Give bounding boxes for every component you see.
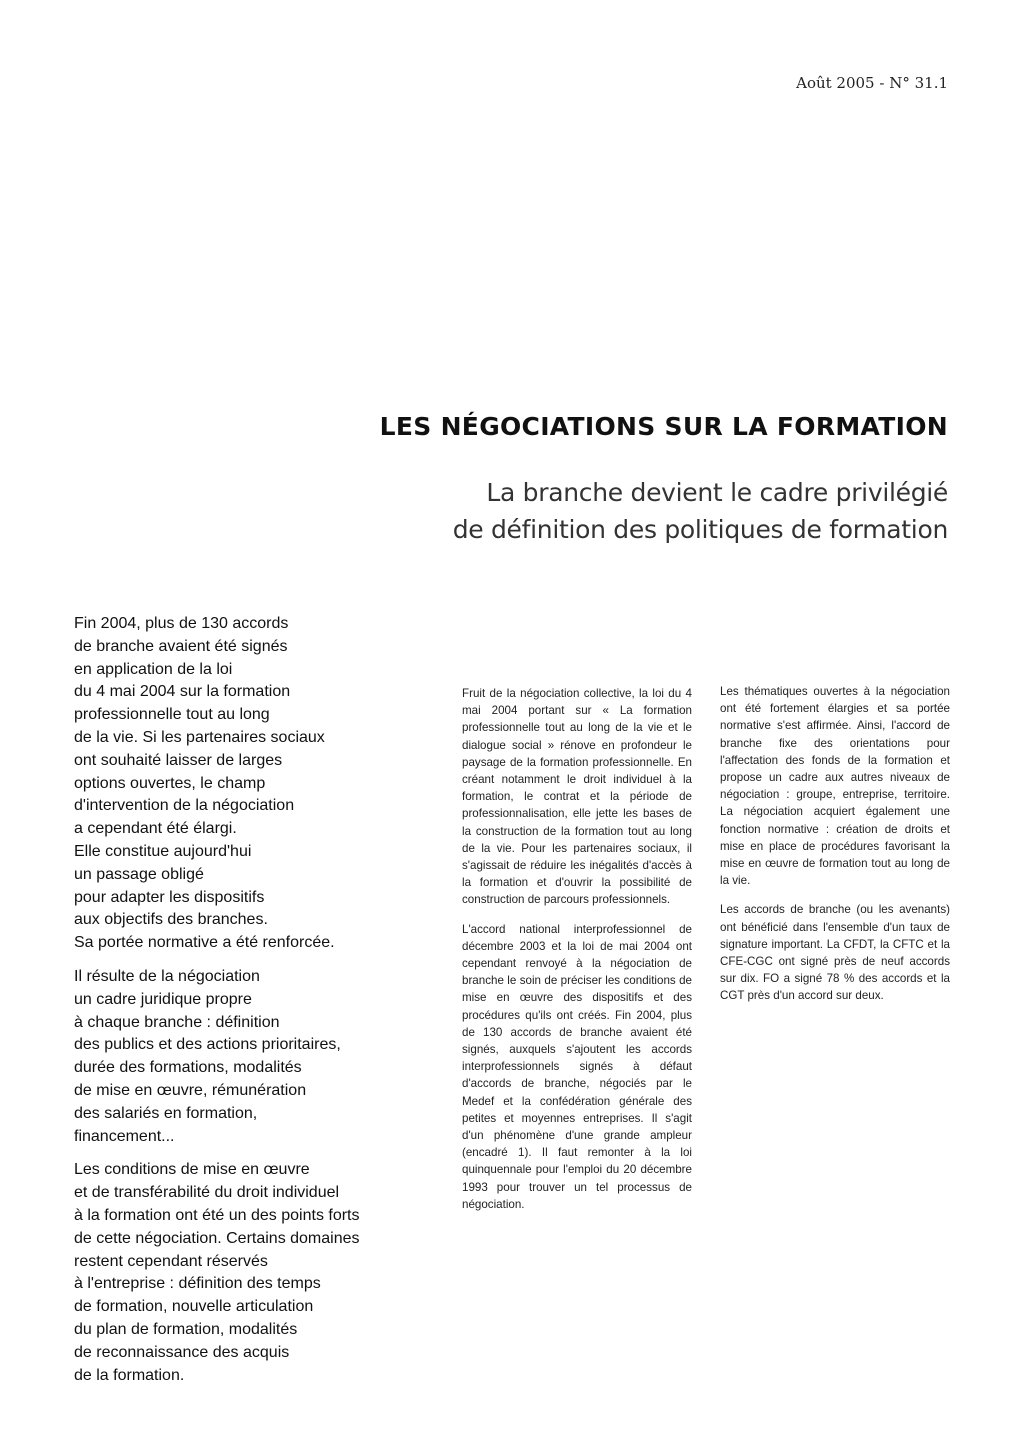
text-line: pour adapter les dispositifs: [74, 888, 265, 906]
subtitle-line-2: de définition des politiques de formation: [452, 515, 948, 544]
text-line: Elle constitue aujourd'hui: [74, 842, 252, 860]
text-line: ont souhaité laisser de larges: [74, 751, 283, 769]
text-line: professionnelle tout au long: [74, 706, 270, 724]
text-line: un cadre juridique propre: [74, 990, 252, 1008]
text-line: des publics et des actions prioritaires,: [74, 1036, 341, 1054]
text-line: de reconnaissance des acquis: [74, 1343, 290, 1361]
text-line: durée des formations, modalités: [74, 1059, 302, 1077]
text-line: de formation, nouvelle articulation: [74, 1298, 314, 1316]
text-line: restent cependant réservés: [74, 1252, 268, 1270]
text-line: aux objectifs des branches.: [74, 911, 268, 929]
text-line: a cependant été élargi.: [74, 820, 237, 838]
text-line: options ouvertes, le champ: [74, 774, 266, 792]
intro-paragraph-3: [74, 1159, 419, 1387]
body-column-2: [462, 685, 692, 1225]
text-line: et de transférabilité du droit individuel: [74, 1184, 340, 1202]
text-line: de cette négociation. Certains domaines: [74, 1229, 360, 1247]
text-line: de la formation.: [74, 1366, 185, 1384]
text-line: à chaque branche : définition: [74, 1013, 280, 1031]
text-line: à l'entreprise : définition des temps: [74, 1275, 321, 1293]
intro-summary: [74, 613, 419, 1398]
text-line: des salariés en formation,: [74, 1104, 258, 1122]
issue-number: Août 2005 - N° 31.1: [796, 74, 948, 92]
text-line: un passage obligé: [74, 865, 204, 883]
text-line: de la vie. Si les partenaires sociaux: [74, 728, 325, 746]
text-line: Fin 2004, plus de 130 accords: [74, 615, 289, 632]
col2-paragraph-1: Fruit de la négociation collective, la loi du 4 mai 2004 portant sur « La formation professionnelle tout au long de la vie et le dialogue social » rénove en profondeur le paysage de la formation professionnelle. En créant notamment le droit individuel à la formation, le contrat et la période de professionnalisation, elle jette les bases de la construction de la formation tout au long de la vie. Pour les partenaires sociaux, il s'agissait de réduire les inégalités d'accès à la formation et d'ouvrir la possibilité de construction de parcours professionnels.: [462, 687, 692, 907]
text-line: à la formation ont été un des points forts: [74, 1206, 360, 1224]
col3-paragraph-2: Les accords de branche (ou les avenants) ont bénéficié dans l'ensemble d'un taux de signature important. La CFDT, la CFTC et la CFE-CGC ont signé près de neuf accords sur dix. FO a signé 78 % des accords et la CGT près d'un accord sur deux.: [720, 903, 950, 1003]
col3-paragraph-1: Les thématiques ouvertes à la négociation ont été fortement élargies et sa portée normative s'est affirmée. Ainsi, l'accord de branche fixe des orientations pour l'affectation des fonds de la formation et propose un cadre aux autres niveaux de négociation : groupe, entreprise, territoire. La négociation acquiert également une fonction normative : création de droits et mise en place de procédures favorisant la mise en œuvre de formation tout au long de la vie.: [720, 685, 950, 888]
page-subtitle: [453, 474, 948, 548]
intro-paragraph-2: [74, 966, 419, 1148]
text-line: de mise en œuvre, rémunération: [74, 1081, 307, 1099]
body-column-3: [720, 683, 950, 1017]
text-line: Les conditions de mise en œuvre: [74, 1161, 310, 1179]
text-line: du 4 mai 2004 sur la formation: [74, 683, 291, 701]
text-line: du plan de formation, modalités: [74, 1320, 298, 1338]
page-title: LES NÉGOCIATIONS SUR LA FORMATION: [379, 412, 948, 441]
text-line: de branche avaient été signés: [74, 637, 288, 655]
text-line: financement...: [74, 1127, 175, 1145]
intro-paragraph-1: [74, 613, 419, 955]
subtitle-line-1: La branche devient le cadre privilégié: [486, 478, 948, 507]
text-line: d'intervention de la négociation: [74, 797, 295, 815]
text-line: en application de la loi: [74, 660, 233, 678]
text-line: Sa portée normative a été renforcée.: [74, 934, 335, 952]
col2-paragraph-2: L'accord national interprofessionnel de décembre 2003 et la loi de mai 2004 ont cependant renvoyé à la négociation de branche le soin de préciser les conditions de mise en œuvre des dispositifs et des procédures qu'ils ont créés. Fin 2004, plus de 130 accords de branche avaient été signés, auxquels s'ajoutent les accords interprofessionnels signés à défaut d'accords de branche, négociés par le Medef et la confédération générale des petites et moyennes entreprises. Il s'agit d'un phénomène d'une grande ampleur (encadré 1). Il faut remonter à la loi quinquennale pour l'emploi du 20 décembre 1993 pour trouver un tel processus de négociation.: [462, 922, 692, 1211]
text-line: Il résulte de la négociation: [74, 967, 260, 985]
